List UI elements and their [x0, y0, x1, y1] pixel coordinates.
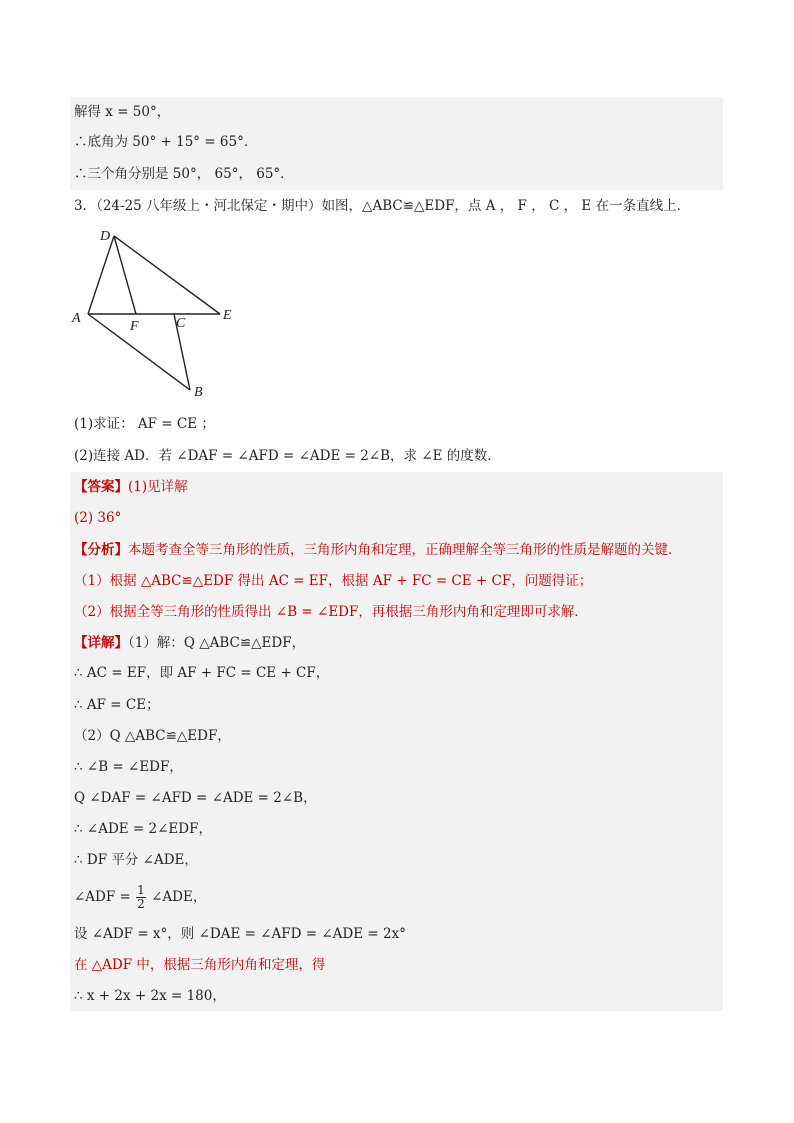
detail-line-8: ∴ DF 平分 ∠ADE， [70, 845, 723, 876]
label-C: C [176, 316, 186, 331]
answer-1: (1)见详解 [128, 479, 188, 495]
prev-solve-line: 解得 x = 50°， [70, 97, 723, 127]
label-E: E [223, 308, 232, 323]
detail-line-12: ∴ x + 2x + 2x = 180， [70, 981, 723, 1011]
label-A: A [72, 311, 81, 326]
detail-line-5: ∴ ∠B = ∠EDF， [70, 752, 723, 783]
part1: (1)求证： AF = CE ； [74, 416, 215, 432]
prev-base-angle-line: ∴底角为 50° + 15° = 65°． [70, 127, 723, 158]
detail-tag: 【详解】 [74, 635, 128, 651]
answer-line-1 [70, 472, 723, 502]
detail-9-right: ∠ADE， [151, 889, 207, 905]
fraction-denominator: 2 [137, 897, 145, 911]
answer-tag: 【答案】 [74, 479, 128, 495]
question-stem [70, 196, 723, 218]
question-number: 3． [74, 198, 97, 214]
detail-line-6: Q ∠DAF = ∠AFD = ∠ADE = 2∠B， [70, 783, 723, 814]
analysis-step-1: （1）根据 △ABC≌△EDF 得出 AC = EF，根据 AF + FC = CE + CF，问题得证； [70, 566, 723, 596]
detail-line-1 [70, 628, 723, 658]
fraction-one-half [136, 884, 146, 911]
segment-DF [114, 236, 136, 314]
question-source: （24-25 八年级上・河北保定・期中） [96, 198, 322, 214]
label-F: F [130, 319, 139, 334]
triangle-figure [66, 224, 246, 404]
label-D: D [100, 229, 111, 244]
fraction-numerator: 1 [137, 883, 145, 897]
segment-AB [88, 314, 190, 390]
prev-angles-line: ∴三个角分别是 50°， 65°， 65°． [70, 158, 723, 190]
answer-line-2: (2) 36° [70, 502, 723, 534]
detail-line-11: 在 △ADF 中，根据三角形内角和定理，得 [70, 950, 723, 981]
analysis-text: 本题考查全等三角形的性质，三角形内角和定理，正确理解全等三角形的性质是解题的关键． [128, 542, 682, 558]
part2: (2)连接 AD．若 ∠DAF = ∠AFD = ∠ADE = 2∠B，求 ∠E 的度数． [74, 448, 501, 464]
detail-line-7: ∴ ∠ADE = 2∠EDF， [70, 814, 723, 845]
segment-DA [88, 236, 114, 314]
detail-9-left: ∠ADF = [74, 889, 131, 905]
analysis-line [70, 534, 723, 566]
detail-line-2: ∴ AC = EF，即 AF + FC = CE + CF， [70, 658, 723, 689]
figure-lines [88, 236, 220, 390]
detail-1: （1）解：Q △ABC≌△EDF， [128, 635, 306, 651]
analysis-step-2: （2）根据全等三角形的性质得出 ∠B = ∠EDF，再根据三角形内角和定理即可求解． [70, 596, 723, 628]
detail-line-4: （2）Q △ABC≌△EDF， [70, 721, 723, 752]
detail-line-9 [70, 876, 723, 918]
segment-DE [114, 236, 220, 314]
analysis-tag: 【分析】 [74, 542, 128, 558]
question-text: 如图，△ABC≌△EDF，点 A ， F ， C ， E 在一条直线上． [321, 198, 691, 214]
detail-line-3: ∴ AF = CE； [70, 689, 723, 721]
label-B: B [194, 385, 203, 400]
detail-line-10: 设 ∠ADF = x°，则 ∠DAE = ∠AFD = ∠ADE = 2x° [70, 918, 723, 950]
